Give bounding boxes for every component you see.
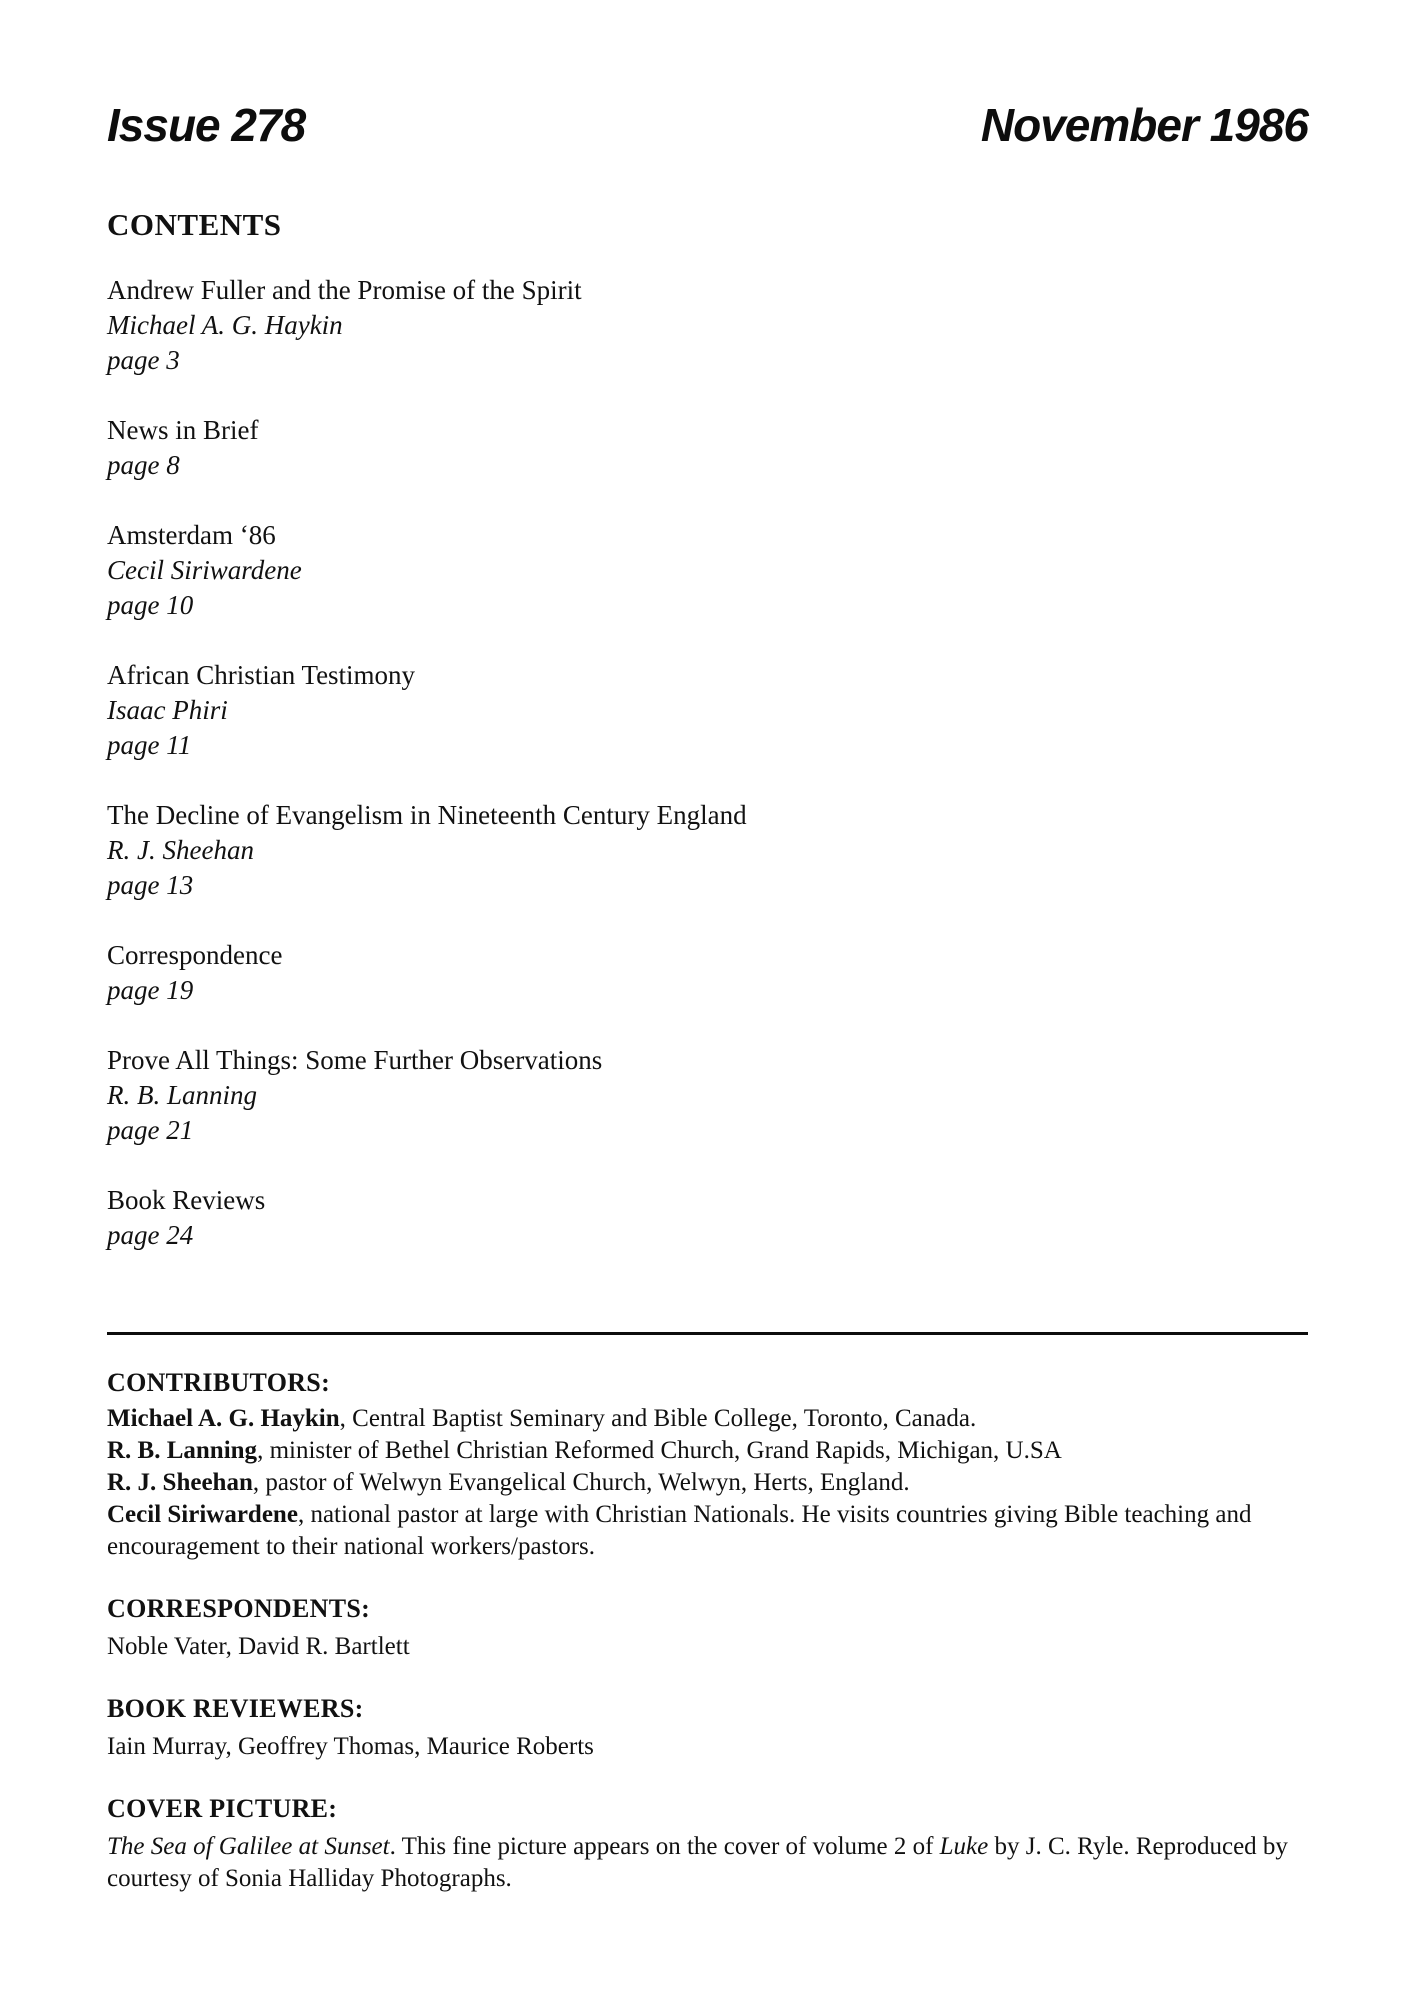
toc-title: News in Brief	[107, 415, 259, 445]
contributor-name: Cecil Siriwardene	[107, 1501, 298, 1528]
toc-author: Cecil Siriwardene	[107, 555, 302, 585]
contributor-item	[107, 1403, 1308, 1435]
contributor-description: , Central Baptist Seminary and Bible College, Toronto, Canada.	[339, 1405, 977, 1432]
toc-page: page 21	[107, 1115, 194, 1145]
contributor-description: , national pastor at large with Christian Nationals. He visits countries giving Bible teaching and encouragement to their national workers/pastors.	[107, 1501, 1252, 1560]
toc-author: Michael A. G. Haykin	[107, 310, 343, 340]
toc-title: The Decline of Evangelism in Nineteenth Century England	[107, 800, 747, 830]
toc-entry	[107, 658, 1308, 763]
toc-entry	[107, 273, 1308, 378]
correspondents-heading: CORRESPONDENTS:	[107, 1594, 371, 1623]
toc-page: page 19	[107, 975, 194, 1005]
book-reviewers-names: Iain Murray, Geoffrey Thomas, Maurice Roberts	[107, 1733, 594, 1760]
contributor-description: , pastor of Welwyn Evangelical Church, Welwyn, Herts, England.	[252, 1469, 910, 1496]
toc-title: Correspondence	[107, 940, 283, 970]
toc-title: African Christian Testimony	[107, 660, 416, 690]
correspondents-names: Noble Vater, David R. Bartlett	[107, 1633, 410, 1660]
toc-title: Prove All Things: Some Further Observations	[107, 1045, 603, 1075]
toc-entry	[107, 938, 1308, 1008]
book-reviewers-heading: BOOK REVIEWERS:	[107, 1694, 364, 1723]
divider-rule	[107, 1332, 1308, 1335]
cover-picture-text-mid: . This fine picture appears on the cover of volume 2 of	[389, 1833, 940, 1860]
toc-page: page 13	[107, 870, 194, 900]
toc-page: page 8	[107, 450, 180, 480]
contributor-item	[107, 1435, 1308, 1467]
toc-entry	[107, 413, 1308, 483]
masthead	[107, 100, 1308, 150]
toc-author: R. B. Lanning	[107, 1080, 258, 1110]
cover-picture-title: The Sea of Galilee at Sunset	[107, 1833, 390, 1860]
toc-page: page 11	[107, 730, 192, 760]
cover-picture-heading: COVER PICTURE:	[107, 1794, 338, 1823]
toc-author: R. J. Sheehan	[107, 835, 254, 865]
contributor-description: , minister of Bethel Christian Reformed Church, Grand Rapids, Michigan, U.SA	[257, 1437, 1062, 1464]
contents-heading: CONTENTS	[107, 207, 282, 242]
toc-page: page 24	[107, 1220, 194, 1250]
toc-entry	[107, 1183, 1308, 1253]
date-label: November 1986	[980, 99, 1308, 151]
toc-title: Book Reviews	[107, 1185, 266, 1215]
contributors-heading: CONTRIBUTORS:	[107, 1368, 331, 1397]
contributor-name: R. B. Lanning	[107, 1437, 258, 1464]
toc-entry	[107, 518, 1308, 623]
toc-page: page 10	[107, 590, 194, 620]
cover-picture-text-end: by J. C. Ryle. Reproduced by courtesy of Sonia Halliday Photographs.	[107, 1833, 1288, 1892]
table-of-contents	[107, 273, 1308, 1253]
toc-author: Isaac Phiri	[107, 695, 228, 725]
toc-entry	[107, 1043, 1308, 1148]
contributor-name: R. J. Sheehan	[107, 1469, 253, 1496]
toc-page: page 3	[107, 345, 180, 375]
toc-entry	[107, 798, 1308, 903]
contributor-item	[107, 1467, 1308, 1499]
toc-title: Andrew Fuller and the Promise of the Spirit	[107, 275, 582, 305]
contributor-item	[107, 1499, 1308, 1563]
issue-label: Issue 278	[107, 99, 306, 151]
cover-picture-description	[107, 1831, 1308, 1895]
contributors-list	[107, 1403, 1308, 1563]
contributor-name: Michael A. G. Haykin	[107, 1405, 340, 1432]
cover-picture-book-title: Luke	[939, 1833, 989, 1860]
toc-title: Amsterdam ‘86	[107, 520, 276, 550]
